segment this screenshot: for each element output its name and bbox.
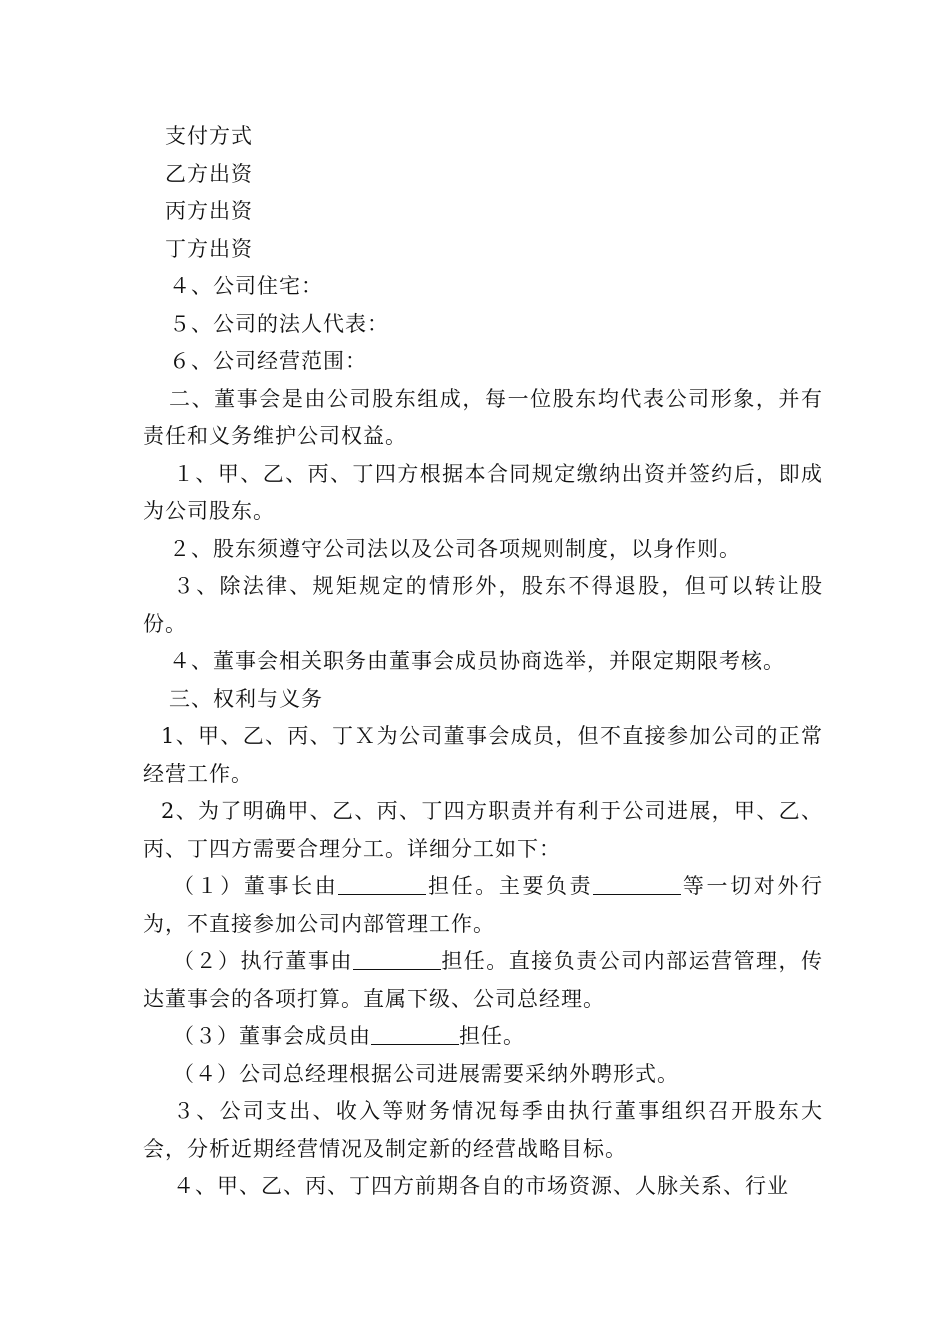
- duty-item-members-b: 担任。: [459, 1024, 525, 1048]
- line-payment-method: 支付方式: [165, 124, 253, 148]
- duty-item-members-a: （３）董事会成员由: [173, 1024, 371, 1048]
- duty-item-chairman-b: 担任。主要负责: [426, 874, 594, 898]
- line-party-d-capital: 丁方出资: [165, 236, 253, 261]
- duty-item-members: [143, 1018, 823, 1056]
- board-clause-2: ２、股东须遵守公司法以及公司各项规则制度，以身作则。: [169, 536, 741, 561]
- section-board: 二、董事会是由公司股东组成，每一位股东均代表公司形象，并有责任和义务维护公司权益。: [143, 386, 823, 448]
- blank-executive-name[interactable]: [353, 949, 441, 970]
- line-party-c-capital: 丙方出资: [165, 199, 253, 223]
- rights-clause-4: ４、甲、乙、丙、丁四方前期各自的市场资源、人脉关系、行业: [173, 1174, 789, 1198]
- clause-company-address: ４、公司住宅：: [169, 274, 323, 298]
- duty-item-executive: [143, 943, 823, 1018]
- duty-item-executive-a: （２）执行董事由: [173, 949, 353, 973]
- rights-clause-1: 1、甲、乙、丙、丁Ｘ为公司董事会成员，但不直接参加公司的正常经营工作。: [143, 724, 823, 786]
- clause-business-scope: ６、公司经营范围：: [169, 349, 367, 373]
- duty-item-chairman: [143, 868, 823, 943]
- blank-chairman-name[interactable]: [338, 874, 426, 895]
- line-party-b-capital: 乙方出资: [165, 161, 253, 186]
- duty-item-chairman-c: 等一切对外行为，不直接参加公司内部管理工作。: [143, 874, 824, 936]
- board-clause-1: １、甲、乙、丙、丁四方根据本合同规定缴纳出资并签约后，即成为公司股东。: [143, 461, 823, 523]
- document-body: [143, 118, 823, 1206]
- rights-clause-3: ３、公司支出、收入等财务情况每季由执行董事组织召开股东大会，分析近期经营情况及制定新的经营战略目标。: [143, 1099, 823, 1161]
- duty-item-general-manager: （４）公司总经理根据公司进展需要采纳外聘形式。: [173, 1061, 679, 1086]
- duty-item-executive-b: 担任。直接负责公司内部运营管理，传达董事会的各项打算。直属下级、公司总经理。: [143, 949, 824, 1011]
- board-clause-3: ３、除法律、规矩规定的情形外，股东不得退股，但可以转让股份。: [143, 574, 823, 636]
- duty-item-chairman-a: （１）董事长由: [173, 874, 339, 898]
- blank-chairman-duty[interactable]: [593, 874, 681, 895]
- board-clause-4: ４、董事会相关职务由董事会成员协商选举，并限定期限考核。: [169, 649, 785, 673]
- blank-members-name[interactable]: [371, 1024, 459, 1045]
- section-rights-duties: 三、权利与义务: [169, 686, 323, 711]
- clause-legal-representative: ５、公司的法人代表：: [169, 311, 389, 336]
- rights-clause-2: 2、为了明确甲、乙、丙、丁四方职责并有利于公司进展，甲、乙、丙、丁四方需要合理分工。详细分工如下：: [143, 799, 823, 861]
